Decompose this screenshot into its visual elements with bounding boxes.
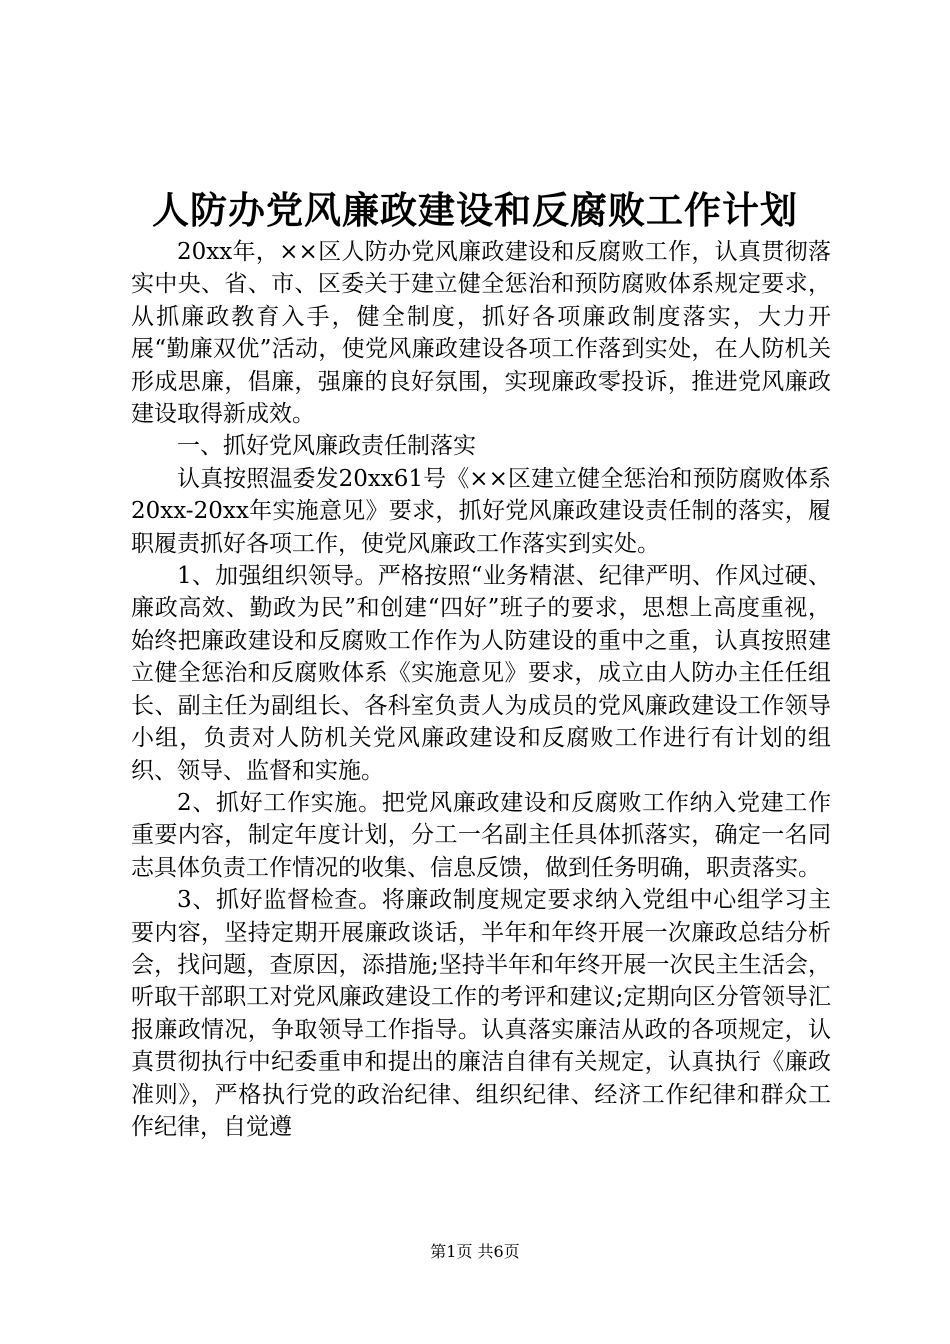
body-paragraph: 2、抓好工作实施。把党风廉政建设和反腐败工作纳入党建工作重要内容，制定年度计划，分工一名副主任具体抓落实，确定一名同志具体负责工作情况的收集、信息反馈，做到任务明确，职责落实。 [131,789,831,881]
intro-paragraph: 20xx年，××区人防办党风廉政建设和反腐败工作，认真贯彻落实中央、省、市、区委关于建立健全惩治和预防腐败体系规定要求，从抓廉政教育入手，健全制度，抓好各项廉政制度落实，大力开展“勤廉双优”活动，使党风廉政建设各项工作落到实处，在人防机关形成思廉，倡廉，强廉的良好氛围，实现廉政零投诉，推进党风廉政建设取得新成效。 [131,239,831,428]
body-paragraph: 3、抓好监督检查。将廉政制度规定要求纳入党组中心组学习主要内容，坚持定期开展廉政谈话，半年和年终开展一次廉政总结分析会，找问题，查原因，添措施;坚持半年和年终开展一次民主生活会，听取干部职工对党风廉政建设工作的考评和建议;定期向区分管领导汇报廉政情况，争取领导工作指导。认真落实廉洁从政的各项规定，认真贯彻执行中纪委重申和提出的廉洁自律有关规定，认真执行《廉政准则》，严格执行党的政治纪律、组织纪律、经济工作纪律和群众工作纪律，自觉遵 [131,887,831,1140]
body-paragraph: 认真按照温委发20xx61号《××区建立健全惩治和预防腐败体系20xx-20xx年实施意见》要求，抓好党风廉政建设责任制的落实，履职履责抓好各项工作，使党风廉政工作落实到实处。 [131,465,831,557]
body-paragraph: 1、加强组织领导。严格按照“业务精湛、纪律严明、作风过硬、廉政高效、勤政为民”和创建“四好”班子的要求，思想上高度重视，始终把廉政建设和反腐败工作作为人防建设的重中之重，认真按照建立健全惩治和反腐败体系《实施意见》要求，成立由人防办主任任组长、副主任为副组长、各科室负责人为成员的党风廉政建设工作领导小组，负责对人防机关党风廉政建设和反腐败工作进行有计划的组织、领导、监督和实施。 [131,563,831,784]
document-title: 人防办党风廉政建设和反腐败工作计划 [152,188,798,232]
document-body [131,236,831,1143]
section-heading: 一、抓好党风廉政责任制落实 [177,433,476,460]
page-number-footer: 第1页 共6页 [430,1242,520,1261]
